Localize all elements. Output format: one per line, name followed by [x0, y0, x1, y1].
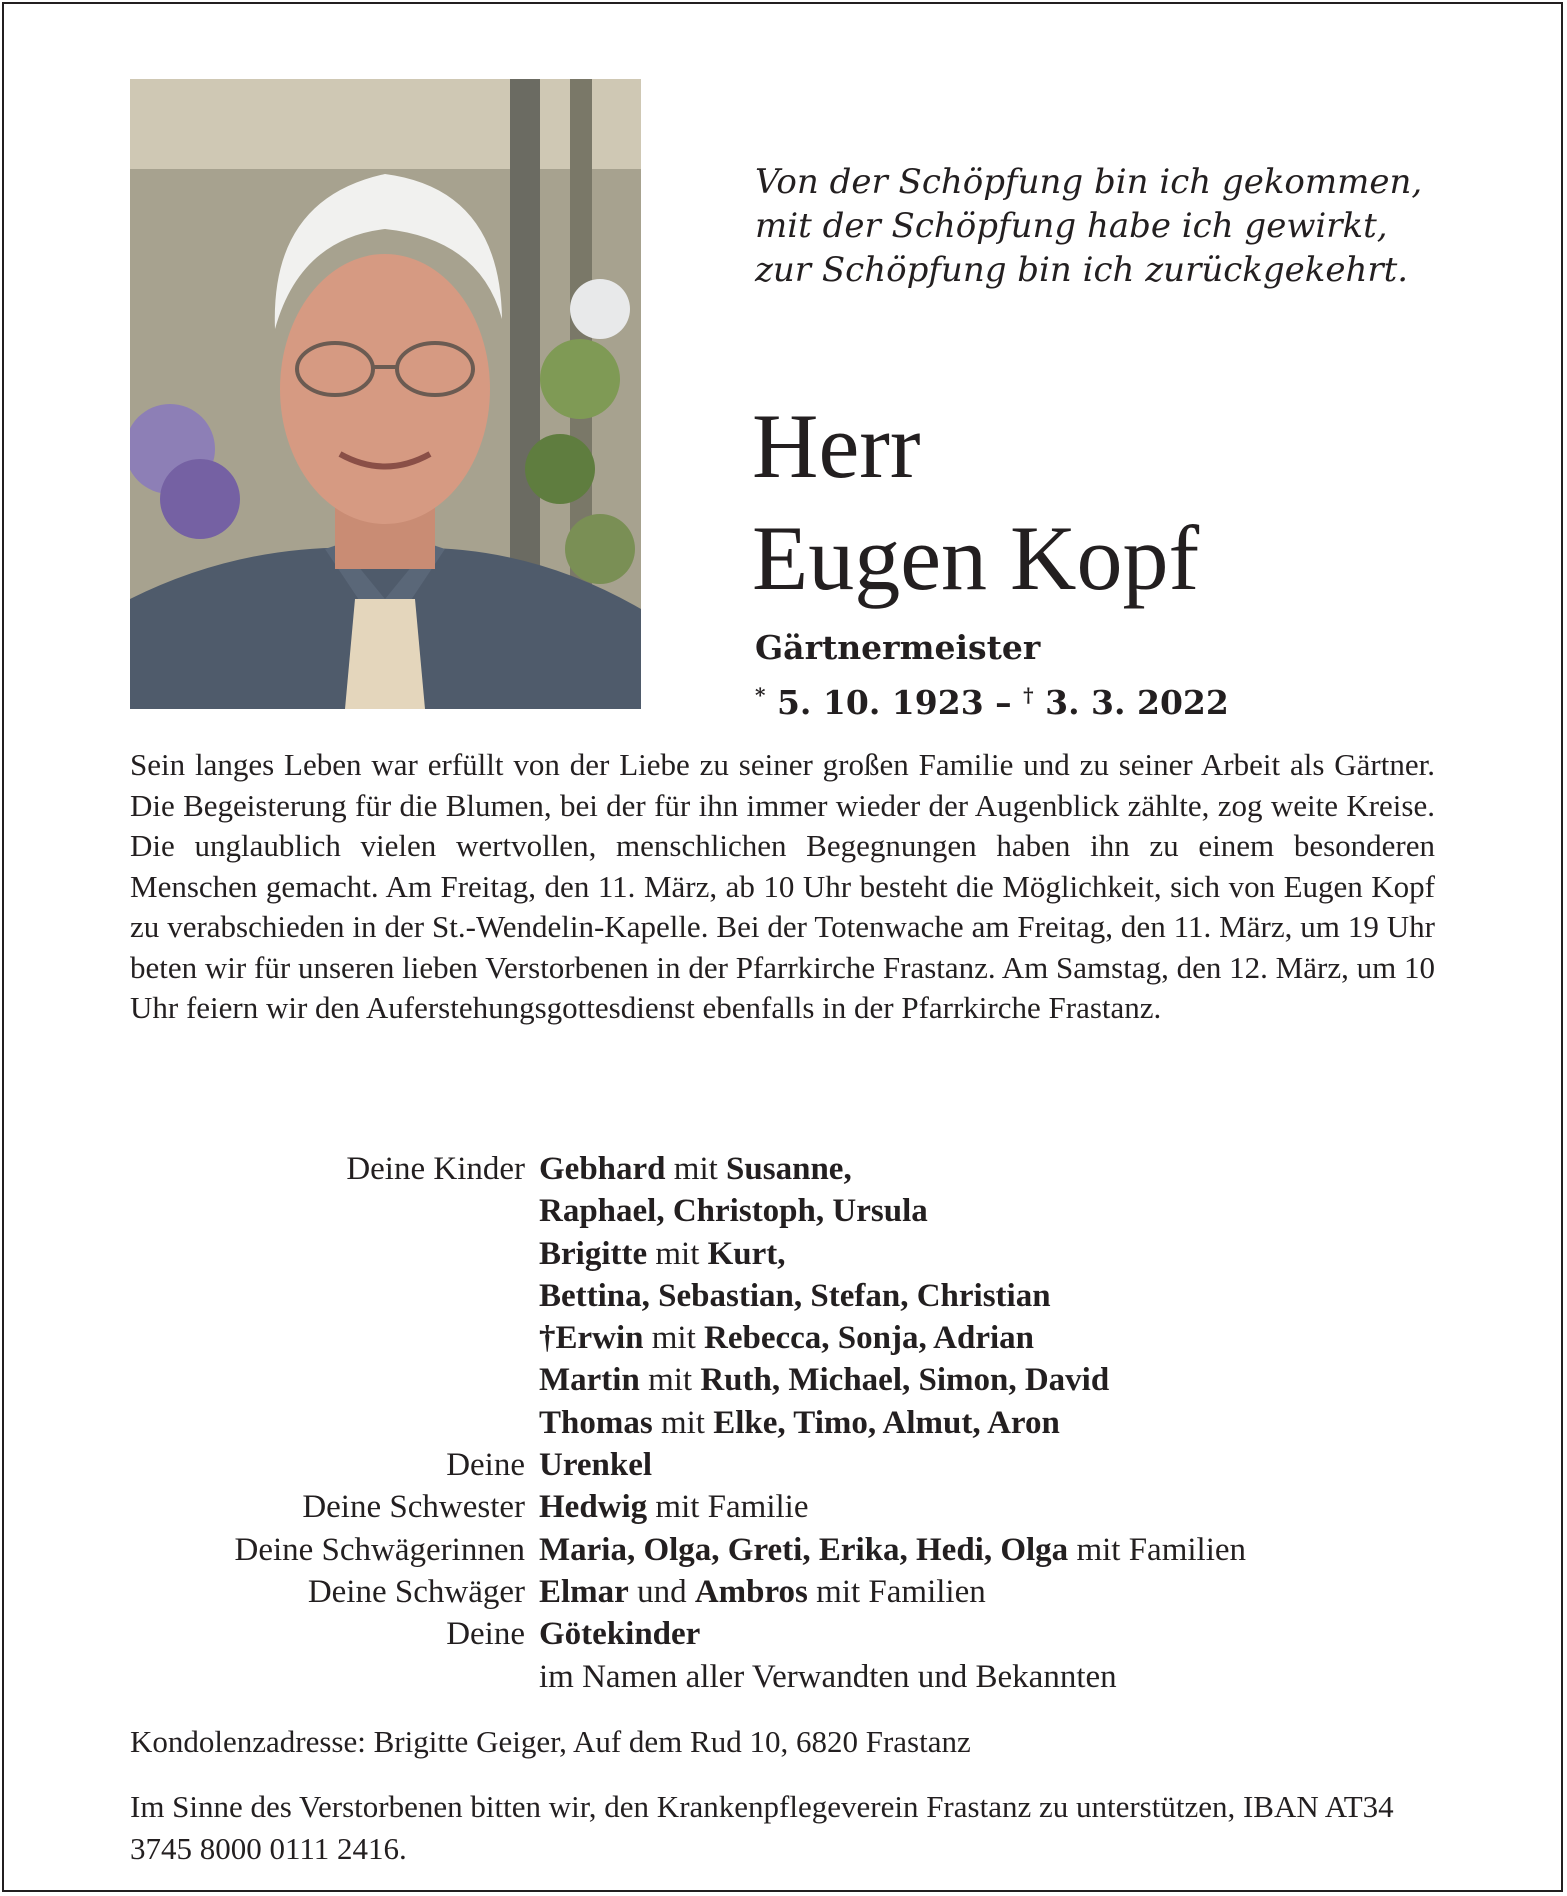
motto-line: Von der Schöpfung bin ich gekommen, [755, 162, 1423, 202]
mourner-name: Gebhard [539, 1151, 666, 1187]
date-separator: – [983, 683, 1024, 722]
death-symbol: † [1023, 683, 1034, 707]
mourner-connector: mit Familie [647, 1489, 809, 1526]
mourner-name: Rebecca, Sonja, Adrian [704, 1320, 1035, 1357]
mourner-relation [130, 1233, 539, 1275]
mourner-relation [130, 1190, 539, 1232]
obituary-text: Sein langes Leben war erfüllt von der Liebe zu seiner großen Familie und zu seiner Arbeit als Gärtner. Die Begeisterung für die Blumen, bei der für ihn immer wieder der Augenblick zählte, zog weite Kreise. Die unglaublich vielen wertvollen, menschlichen Begegnungen haben ihn zu einem besonderen Menschen gemacht. Am Freitag, den 11. März, ab 10 Uhr besteht die Möglichkeit, sich von Eugen Kopf zu verabschieden in der St.-Wendelin-Kapelle. Bei der Totenwache am Freitag, den 11. März, um 19 Uhr beten wir für unseren lieben Verstorbenen in der Pfarrkirche Frastanz. Am Samstag, den 12. März, um 10 Uhr feiern wir den Auferstehungsgottesdienst ebenfalls in der Pfarrkirche Frastanz. [130, 747, 1435, 1025]
mourner-names [539, 1486, 809, 1528]
mourner-connector: mit [639, 1362, 701, 1399]
portrait-illustration [130, 79, 641, 709]
mourner-name: Martin [539, 1362, 640, 1399]
condolence-address: Kondolenzadresse: Brigitte Geiger, Auf dem Rud 10, 6820 Frastanz [130, 1724, 971, 1759]
mourner-name: Elmar [539, 1573, 629, 1610]
mourner-relation [130, 1275, 539, 1317]
mourner-connector: mit [665, 1151, 727, 1187]
mourner-names [539, 1359, 1109, 1401]
mourner-relation: Deine Kinder [346, 1151, 525, 1187]
mourner-name: Hedwig [539, 1489, 648, 1526]
profession: Gärtnermeister [755, 628, 1041, 667]
deceased-name: Eugen Kopf [752, 507, 1200, 609]
mourner-name: Ruth, Michael, Simon, David [700, 1362, 1110, 1399]
mourner-relation [130, 1402, 539, 1444]
mourner-row [130, 1613, 1450, 1655]
mourner-row [130, 1486, 1450, 1528]
mourner-names [539, 1275, 1051, 1317]
mourner-connector: im Namen aller Verwandten und Bekannten [539, 1658, 1117, 1695]
deceased-name-block [752, 390, 1199, 614]
mourner-name: Ambros [694, 1573, 808, 1610]
mourner-row [130, 1317, 1450, 1359]
mourner-names [539, 1317, 1034, 1359]
mourner-name: Brigitte [539, 1235, 648, 1272]
donation-note: Im Sinne des Verstorbenen bitten wir, den Krankenpflegeverein Frastanz zu unterstützen, IBAN AT34 3745 8000 0111 2416. [130, 1789, 1394, 1866]
mourner-row [130, 1275, 1450, 1317]
death-date: 3. 3. 2022 [1045, 683, 1229, 722]
mourner-name: Raphael, Christoph, Ursula [539, 1193, 928, 1230]
salutation: Herr [752, 395, 921, 497]
mourner-names [539, 1233, 786, 1275]
mourner-relation [130, 1656, 539, 1698]
mourner-row [130, 1359, 1450, 1401]
mourner-names [539, 1148, 852, 1190]
mourner-connector: mit Familien [807, 1573, 986, 1610]
mourner-names [539, 1529, 1246, 1571]
mourner-connector: mit [652, 1404, 714, 1441]
mourner-names [539, 1444, 652, 1486]
mourner-relation: Deine Schwäger [307, 1573, 525, 1610]
mourner-relation: Deine Schwägerinnen [234, 1531, 525, 1568]
mourner-names [539, 1656, 1117, 1698]
mourner-name: †Erwin [539, 1320, 644, 1357]
motto-line: mit der Schöpfung habe ich gewirkt, [755, 206, 1388, 246]
mourner-row [130, 1233, 1450, 1275]
mourner-row [130, 1402, 1450, 1444]
mourner-name: Maria, Olga, Greti, Erika, Hedi, Olga [539, 1531, 1069, 1568]
mourner-name: Elke, Timo, Almut, Aron [713, 1404, 1060, 1441]
mourner-names [539, 1402, 1060, 1444]
birth-date: 5. 10. 1923 [776, 683, 984, 722]
mourner-names [539, 1613, 700, 1655]
motto-line: zur Schöpfung bin ich zurückgekehrt. [755, 250, 1409, 290]
mourner-row [130, 1148, 1450, 1190]
mourner-connector: mit [647, 1235, 708, 1272]
motto-quote [755, 160, 1495, 292]
portrait-photo [130, 79, 641, 709]
mourner-relation: Deine Schwester [302, 1489, 525, 1526]
mourner-relation [130, 1317, 539, 1359]
birth-symbol: * [755, 683, 766, 707]
mourner-name: Bettina, Sebastian, Stefan, Christian [539, 1277, 1051, 1314]
mourner-row [130, 1529, 1450, 1571]
mourner-name: Kurt, [707, 1235, 786, 1272]
mourner-names [539, 1571, 986, 1613]
mourner-connector: mit [643, 1320, 705, 1357]
mourner-connector: und [628, 1573, 695, 1610]
mourner-names [539, 1190, 928, 1232]
mourner-connector: mit Familien [1068, 1531, 1247, 1568]
mourner-relation [130, 1359, 539, 1401]
mourner-row [130, 1656, 1450, 1698]
mourner-name: Susanne, [726, 1151, 852, 1187]
mourner-row [130, 1444, 1450, 1486]
mourner-relation: Deine [446, 1616, 525, 1653]
mourners-list [130, 1148, 1450, 1698]
mourner-row [130, 1571, 1450, 1613]
mourner-name: Götekinder [539, 1616, 701, 1653]
mourner-name: Urenkel [539, 1447, 653, 1484]
life-dates [755, 675, 1229, 723]
mourner-relation: Deine [446, 1447, 525, 1484]
mourner-row [130, 1190, 1450, 1232]
mourner-name: Thomas [539, 1404, 653, 1441]
